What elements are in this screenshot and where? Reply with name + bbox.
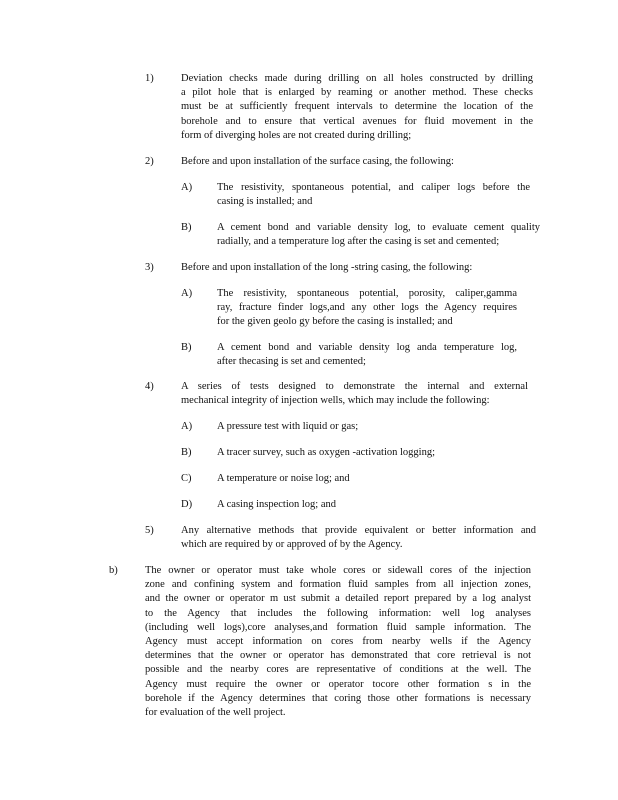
item-number: A)	[181, 182, 193, 193]
item-text	[181, 72, 533, 143]
text-line: casing is installed; and	[217, 196, 313, 208]
item-number: 5)	[145, 525, 154, 536]
item-text	[217, 420, 379, 434]
text-line: radially, and a temperature log after the casing is set and cemented;	[217, 236, 500, 248]
text-line: form of diverging holes are not created during drilling;	[181, 129, 412, 141]
text-line: Before and upon installation of the long -string casing, the following:	[181, 262, 473, 273]
text-line: for the given geolo gy before the casing is installed; and	[217, 316, 453, 328]
text-line: The resistivity, spontaneous potential, porosity, caliper,gamma	[217, 288, 517, 299]
item-text	[217, 472, 369, 486]
item-number: 4)	[145, 381, 154, 392]
text-line: A cement bond and variable density log anda temperature log,	[217, 342, 517, 353]
text-line: Deviation checks made during drilling on all holes constructed by drilling	[181, 73, 533, 84]
text-line: must be at sufficiently frequent intervals to determine the location of the	[181, 101, 533, 113]
item-number: C)	[181, 473, 192, 484]
text-line: which are required by or approved of by the Agency.	[181, 539, 403, 551]
item-number: B)	[181, 447, 192, 458]
text-line: borehole if the Agency determines that coring those other formations is necessary	[145, 692, 531, 704]
text-line: for evaluation of the well project.	[145, 707, 286, 719]
item-text	[181, 524, 536, 552]
text-line: The owner or operator must take whole cores or sidewall cores of the injection	[145, 565, 531, 576]
item-text	[181, 261, 510, 275]
text-line: (including well logs),core analyses,and formation fluid sample information. The	[145, 621, 531, 633]
item-text	[217, 181, 530, 209]
item-number: A)	[181, 421, 193, 432]
text-line: ray, fracture finder logs,and any other logs the Agency requires	[217, 302, 517, 314]
text-line: mechanical integrity of injection wells, which may include the following:	[181, 395, 490, 407]
item-text	[181, 155, 511, 169]
text-line: A temperature or noise log; and	[217, 473, 350, 484]
text-line: Before and upon installation of the surface casing, the following:	[181, 156, 454, 167]
text-line: possible and the nearby cores are representative of conditions at the well. The	[145, 664, 531, 676]
text-line: borehole and to ensure that vertical avenues for fluid movement in the	[181, 115, 533, 127]
item-text	[217, 287, 517, 330]
text-line: to the Agency that includes the following information: well log analyses	[145, 607, 531, 619]
item-text	[145, 564, 531, 720]
text-line: A tracer survey, such as oxygen -activation logging;	[217, 447, 436, 458]
item-text	[217, 446, 463, 460]
text-line: zone and confining system and formation fluid samples from all injection zones,	[145, 579, 531, 591]
text-line: after thecasing is set and cemented;	[217, 356, 366, 368]
text-line: The resistivity, spontaneous potential, and caliper logs before the	[217, 182, 530, 193]
item-number: A)	[181, 288, 193, 299]
item-number: b)	[109, 565, 118, 576]
item-number: 3)	[145, 262, 154, 273]
item-text	[217, 221, 540, 249]
text-line: A casing inspection log; and	[217, 499, 336, 510]
text-line: A pressure test with liquid or gas;	[217, 421, 359, 432]
item-text	[217, 341, 517, 369]
text-line: Agency must require the owner or operator tocore other formation s in the	[145, 678, 531, 690]
item-number: 2)	[145, 156, 154, 167]
item-text	[217, 498, 354, 512]
text-line: A cement bond and variable density log, to evaluate cement quality	[217, 222, 540, 233]
text-line: A series of tests designed to demonstrate the internal and external	[181, 381, 528, 392]
item-text	[181, 380, 528, 408]
item-number: B)	[181, 222, 192, 233]
text-line: and the owner or operator m ust submit a detailed report prepared by a log analyst	[145, 593, 531, 605]
item-number: 1)	[145, 73, 154, 84]
text-line: Agency must accept information on cores from nearby wells if the Agency	[145, 636, 531, 648]
item-number: D)	[181, 499, 193, 510]
text-line: Any alternative methods that provide equivalent or better information and	[181, 525, 536, 536]
text-line: a pilot hole that is enlarged by reaming or another method. These checks	[181, 87, 533, 99]
item-number: B)	[181, 342, 192, 353]
text-line: determines that the owner or operator has demonstrated that core retrieval is not	[145, 650, 531, 662]
